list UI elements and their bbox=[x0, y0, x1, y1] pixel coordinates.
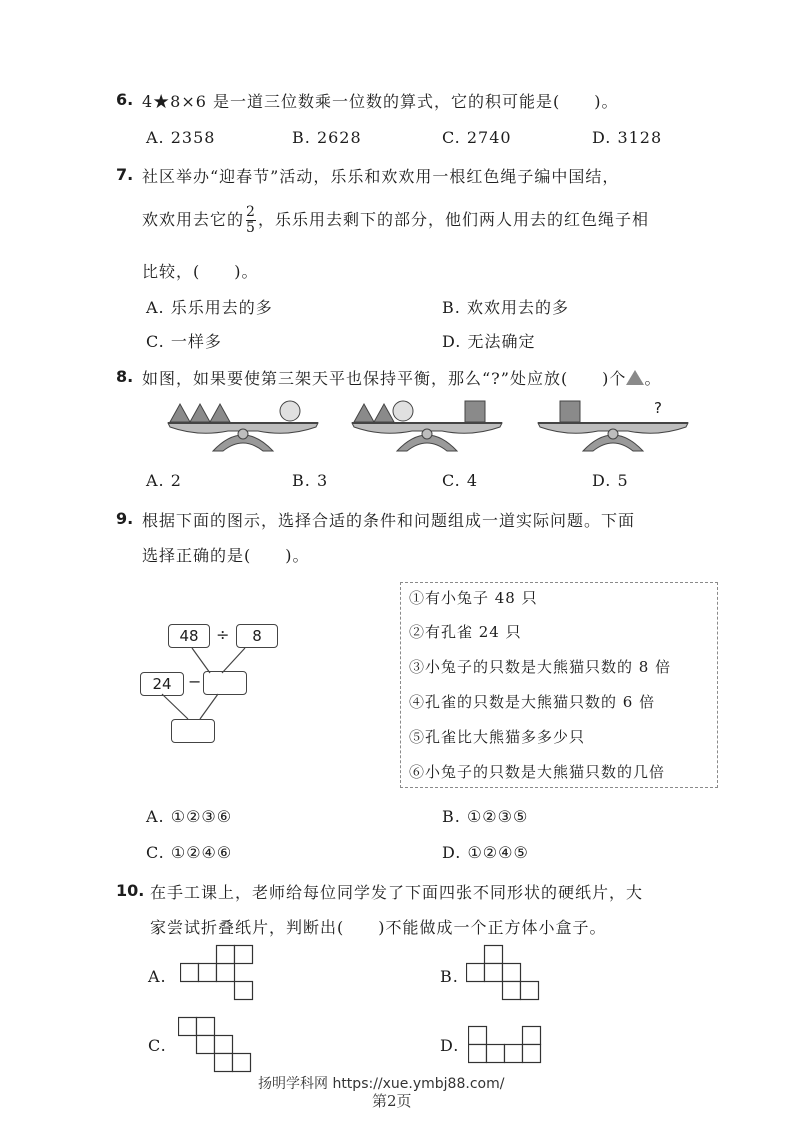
option-text: ①②③⑥ bbox=[170, 807, 233, 826]
balance-scale-2 bbox=[352, 401, 502, 451]
q7-line2-after: ，乐乐用去剩下的部分，他们两人用去的红色绳子相 bbox=[257, 210, 649, 229]
q7-option-b[interactable] bbox=[442, 295, 569, 318]
option-text: 乐乐用去的多 bbox=[170, 298, 273, 317]
q8-option-a[interactable] bbox=[146, 471, 182, 490]
diagram-box-48: 48 bbox=[168, 624, 210, 648]
condition-3: ③小兔子的只数是大熊猫只数的 8 倍 bbox=[409, 658, 672, 676]
question-mark-label: ? bbox=[654, 399, 662, 417]
minus-sign: − bbox=[188, 672, 202, 691]
option-label: A. bbox=[146, 128, 165, 147]
q9-number: 9. bbox=[116, 509, 134, 528]
q9-conditions-box bbox=[400, 582, 718, 788]
option-label: C. bbox=[146, 332, 165, 351]
option-text: 2 bbox=[170, 471, 182, 490]
option-label: B. bbox=[292, 471, 311, 490]
option-label: B. bbox=[442, 807, 461, 826]
diagram-box-blank-1 bbox=[203, 671, 247, 695]
q7-option-a[interactable] bbox=[146, 295, 273, 318]
option-label: A. bbox=[146, 471, 165, 490]
net-d bbox=[468, 1024, 548, 1068]
q10-option-b[interactable]: B. bbox=[440, 967, 459, 986]
condition-2: ②有孔雀 24 只 bbox=[409, 623, 522, 641]
fraction-numerator: 2 bbox=[246, 204, 256, 220]
q7-line2 bbox=[142, 205, 649, 236]
q7-line3: 比较，( )。 bbox=[142, 262, 259, 281]
option-text: 2628 bbox=[316, 128, 362, 147]
condition-5: ⑤孔雀比大熊猫多多少只 bbox=[409, 728, 586, 746]
q7-line2-before: 欢欢用去它的 bbox=[142, 210, 245, 229]
q6-option-a[interactable] bbox=[146, 128, 215, 147]
option-label: B. bbox=[292, 128, 311, 147]
q8-number: 8. bbox=[116, 367, 134, 386]
option-label: A. bbox=[146, 298, 165, 317]
q7-line1: 社区举办“迎春节”活动，乐乐和欢欢用一根红色绳子编中国结， bbox=[142, 167, 620, 186]
diagram-box-blank-2 bbox=[171, 719, 215, 743]
condition-1: ①有小兔子 48 只 bbox=[409, 589, 538, 607]
option-label: C. bbox=[442, 471, 461, 490]
q8-text-before: 如图，如果要使第三架天平也保持平衡，那么“?”处应放( )个 bbox=[142, 369, 627, 388]
condition-4: ④孔雀的只数是大熊猫只数的 6 倍 bbox=[409, 693, 656, 711]
option-text: 3128 bbox=[617, 128, 663, 147]
q6-text: 4★8×6 是一道三位数乘一位数的算式，它的积可能是( )。 bbox=[142, 92, 619, 111]
option-text: 2358 bbox=[170, 128, 216, 147]
q9-option-c[interactable] bbox=[146, 843, 232, 862]
option-text: 5 bbox=[617, 471, 629, 490]
q9-line1: 根据下面的图示，选择合适的条件和问题组成一道实际问题。下面 bbox=[142, 511, 636, 530]
net-b bbox=[466, 943, 546, 1005]
q8-option-d[interactable] bbox=[592, 471, 629, 490]
net-a bbox=[180, 943, 260, 1005]
condition-6: ⑥小兔子的只数是大熊猫只数的几倍 bbox=[409, 763, 666, 781]
q7-number: 7. bbox=[116, 165, 134, 184]
q9-option-a[interactable] bbox=[146, 807, 232, 826]
balance-scale-1 bbox=[168, 401, 318, 451]
q10-line2: 家尝试折叠纸片，判断出( )不能做成一个正方体小盒子。 bbox=[150, 918, 607, 937]
q6-number: 6. bbox=[116, 90, 134, 109]
option-label: D. bbox=[592, 471, 612, 490]
option-text: 2740 bbox=[466, 128, 512, 147]
q6-option-b[interactable] bbox=[292, 128, 362, 147]
q9-line2: 选择正确的是( )。 bbox=[142, 546, 310, 565]
q8-option-b[interactable] bbox=[292, 471, 328, 490]
option-label: B. bbox=[442, 298, 461, 317]
q8-text-after: 。 bbox=[644, 369, 662, 388]
q7-option-c[interactable] bbox=[146, 329, 222, 352]
option-text: 3 bbox=[316, 471, 329, 490]
option-label: C. bbox=[442, 128, 461, 147]
q9-option-d[interactable] bbox=[442, 843, 529, 862]
divide-sign: ÷ bbox=[216, 625, 230, 644]
fraction bbox=[246, 205, 256, 236]
q10-line1: 在手工课上，老师给每位同学发了下面四张不同形状的硬纸片，大 bbox=[150, 883, 644, 902]
triangle-icon bbox=[626, 370, 644, 385]
page-number: 第2页 bbox=[372, 1092, 412, 1110]
watermark-text: 扬明学科网 https://xue.ymbj88.com/ bbox=[258, 1076, 505, 1092]
option-label: D. bbox=[592, 128, 612, 147]
q10-option-d[interactable]: D. bbox=[440, 1036, 460, 1055]
option-text: ①②③⑤ bbox=[466, 807, 529, 826]
q8-option-c[interactable] bbox=[442, 471, 478, 490]
q6-option-d[interactable] bbox=[592, 128, 662, 147]
diagram-box-8: 8 bbox=[236, 624, 278, 648]
fraction-denominator: 5 bbox=[246, 220, 256, 236]
option-label: A. bbox=[146, 807, 165, 826]
option-text: 无法确定 bbox=[467, 332, 536, 351]
option-label: D. bbox=[442, 332, 462, 351]
option-text: 4 bbox=[466, 471, 479, 490]
q7-option-d[interactable] bbox=[442, 329, 535, 352]
q8-text bbox=[142, 366, 661, 389]
q10-number: 10. bbox=[116, 881, 145, 900]
balance-scale-3 bbox=[538, 399, 688, 451]
q9-option-b[interactable] bbox=[442, 807, 528, 826]
q6-option-c[interactable] bbox=[442, 128, 512, 147]
net-c bbox=[178, 1015, 258, 1077]
q10-option-c[interactable]: C. bbox=[148, 1036, 167, 1055]
balance-scales-figure bbox=[160, 393, 700, 463]
option-label: D. bbox=[442, 843, 462, 862]
diagram-box-24: 24 bbox=[140, 672, 184, 696]
option-text: ①②④⑥ bbox=[170, 843, 233, 862]
option-text: 欢欢用去的多 bbox=[466, 298, 569, 317]
option-text: 一样多 bbox=[170, 332, 222, 351]
option-text: ①②④⑤ bbox=[467, 843, 529, 862]
option-label: C. bbox=[146, 843, 165, 862]
q10-option-a[interactable]: A. bbox=[148, 967, 167, 986]
